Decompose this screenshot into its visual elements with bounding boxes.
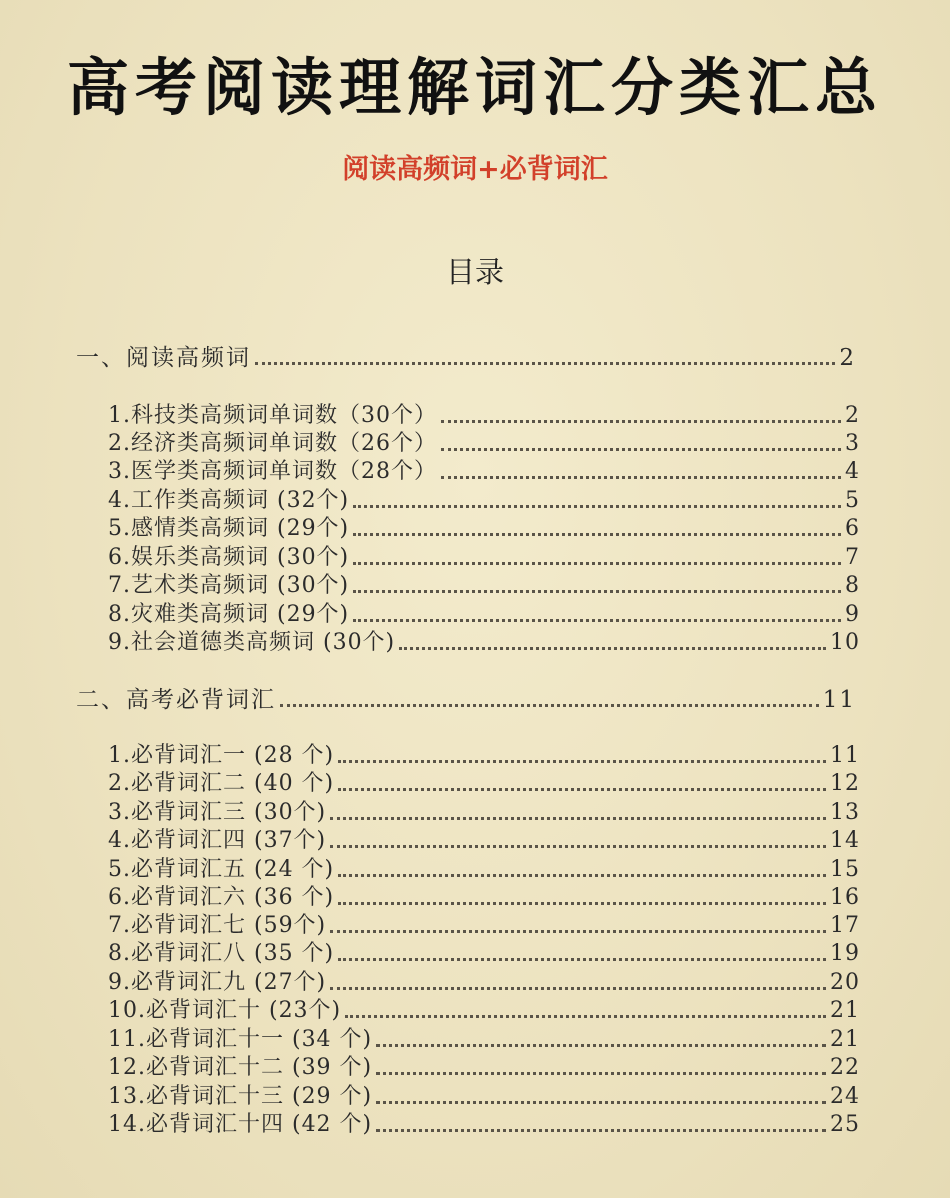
toc-item-label: 3.医学类高频词单词数（28个） [108, 459, 437, 484]
toc-page-number: 19 [830, 941, 860, 966]
toc-item-label: 6.娱乐类高频词 (30个) [108, 545, 350, 570]
dot-leader [330, 845, 826, 848]
toc-page-number: 20 [830, 970, 860, 995]
toc-page-number: 8 [845, 573, 860, 598]
toc-page-number: 25 [830, 1112, 860, 1137]
toc-item-label: 7.艺术类高频词 (30个) [108, 573, 350, 598]
toc-page-number: 21 [830, 1027, 860, 1052]
dot-leader [338, 760, 826, 763]
toc-item[interactable] [108, 768, 860, 798]
toc-item[interactable] [108, 1081, 860, 1111]
dot-leader [280, 704, 819, 707]
toc-item-label: 4.工作类高频词 (32个) [108, 488, 350, 513]
dot-leader [338, 788, 826, 791]
toc-page-number: 12 [830, 771, 860, 796]
toc-item-label: 1.必背词汇一 (28 个) [108, 743, 335, 768]
toc-page-number: 4 [845, 459, 860, 484]
dot-leader [338, 874, 826, 877]
toc-item[interactable] [108, 542, 860, 572]
toc-item-label: 9.社会道德类高频词 (30个) [108, 630, 396, 655]
toc-item[interactable] [108, 967, 860, 997]
dot-leader [353, 619, 841, 622]
toc-item[interactable] [108, 938, 860, 968]
toc-page-number: 11 [830, 743, 860, 768]
toc-page-number: 24 [830, 1084, 860, 1109]
dot-leader [353, 562, 841, 565]
toc-item-label: 6.必背词汇六 (36 个) [108, 885, 335, 910]
toc-page-number: 7 [845, 545, 860, 570]
toc-page-number: 11 [822, 687, 856, 713]
toc-item-label: 11.必背词汇十一 (34 个) [108, 1027, 373, 1052]
toc-item-label: 1.科技类高频词单词数（30个） [108, 403, 437, 428]
toc-section-label: 二、高考必背词汇 [76, 687, 276, 713]
toc-item[interactable] [108, 1109, 860, 1139]
toc-item[interactable] [108, 627, 860, 657]
toc-item[interactable] [108, 513, 860, 543]
toc-item[interactable] [108, 740, 860, 770]
toc-item-label: 2.必背词汇二 (40 个) [108, 771, 335, 796]
dot-leader [376, 1044, 826, 1047]
toc-page-number: 2 [845, 403, 860, 428]
toc-page-number: 2 [839, 345, 856, 371]
dot-leader [255, 362, 835, 365]
toc-page-number: 5 [845, 488, 860, 513]
toc-section-label: 一、阅读高频词 [76, 345, 251, 371]
toc-page-number: 3 [845, 431, 860, 456]
toc-item-label: 2.经济类高频词单词数（26个） [108, 431, 437, 456]
toc-item-label: 5.必背词汇五 (24 个) [108, 857, 335, 882]
toc-page-number: 14 [830, 828, 860, 853]
dot-leader [330, 817, 826, 820]
dot-leader [345, 1015, 826, 1018]
toc-item-label: 8.灾难类高频词 (29个) [108, 602, 350, 627]
dot-leader [353, 505, 841, 508]
toc-item-label: 3.必背词汇三 (30个) [108, 800, 327, 825]
toc-item[interactable] [108, 797, 860, 827]
toc-item-label: 4.必背词汇四 (37个) [108, 828, 327, 853]
dot-leader [353, 590, 841, 593]
dot-leader [338, 958, 826, 961]
dot-leader [399, 647, 826, 650]
dot-leader [441, 476, 841, 479]
document-title: 高考阅读理解词汇分类汇总 [66, 51, 883, 124]
toc-item[interactable] [108, 485, 860, 515]
toc-page-number: 21 [830, 998, 860, 1023]
dot-leader [376, 1101, 826, 1104]
dot-leader [338, 902, 826, 905]
toc-page-number: 22 [830, 1055, 860, 1080]
toc-page-number: 17 [830, 913, 860, 938]
toc-item-label: 7.必背词汇七 (59个) [108, 913, 327, 938]
dot-leader [353, 533, 841, 536]
toc-item[interactable] [108, 428, 860, 458]
toc-page-number: 16 [830, 885, 860, 910]
dot-leader [330, 987, 826, 990]
toc-item[interactable] [108, 456, 860, 486]
toc-item-label: 13.必背词汇十三 (29 个) [108, 1084, 373, 1109]
toc-page-number: 13 [830, 800, 860, 825]
toc-item[interactable] [108, 854, 860, 884]
toc-item[interactable] [108, 570, 860, 600]
toc-item[interactable] [108, 599, 860, 629]
toc-item-label: 12.必背词汇十二 (39 个) [108, 1055, 373, 1080]
dot-leader [376, 1129, 826, 1132]
toc-item-label: 14.必背词汇十四 (42 个) [108, 1112, 373, 1137]
toc-section-vocab[interactable] [76, 684, 856, 714]
toc-item[interactable] [108, 1052, 860, 1082]
toc-page-number: 9 [845, 602, 860, 627]
dot-leader [330, 930, 826, 933]
toc-item[interactable] [108, 825, 860, 855]
toc-item-label: 10.必背词汇十 (23个) [108, 998, 342, 1023]
toc-item-label: 5.感情类高频词 (29个) [108, 516, 350, 541]
toc-page-number: 15 [830, 857, 860, 882]
toc-item-label: 9.必背词汇九 (27个) [108, 970, 327, 995]
toc-item-label: 8.必背词汇八 (35 个) [108, 941, 335, 966]
toc-heading: 目录 [445, 255, 504, 289]
toc-page-number: 6 [845, 516, 860, 541]
toc-item[interactable] [108, 995, 860, 1025]
toc-section-reading[interactable] [76, 342, 856, 372]
toc-item[interactable] [108, 400, 860, 430]
toc-item[interactable] [108, 910, 860, 940]
toc-item[interactable] [108, 882, 860, 912]
dot-leader [441, 420, 841, 423]
dot-leader [376, 1072, 826, 1075]
document-subtitle: 阅读高频词+必背词汇 [342, 154, 608, 185]
toc-page-number: 10 [830, 630, 860, 655]
toc-item[interactable] [108, 1024, 860, 1054]
dot-leader [441, 448, 841, 451]
